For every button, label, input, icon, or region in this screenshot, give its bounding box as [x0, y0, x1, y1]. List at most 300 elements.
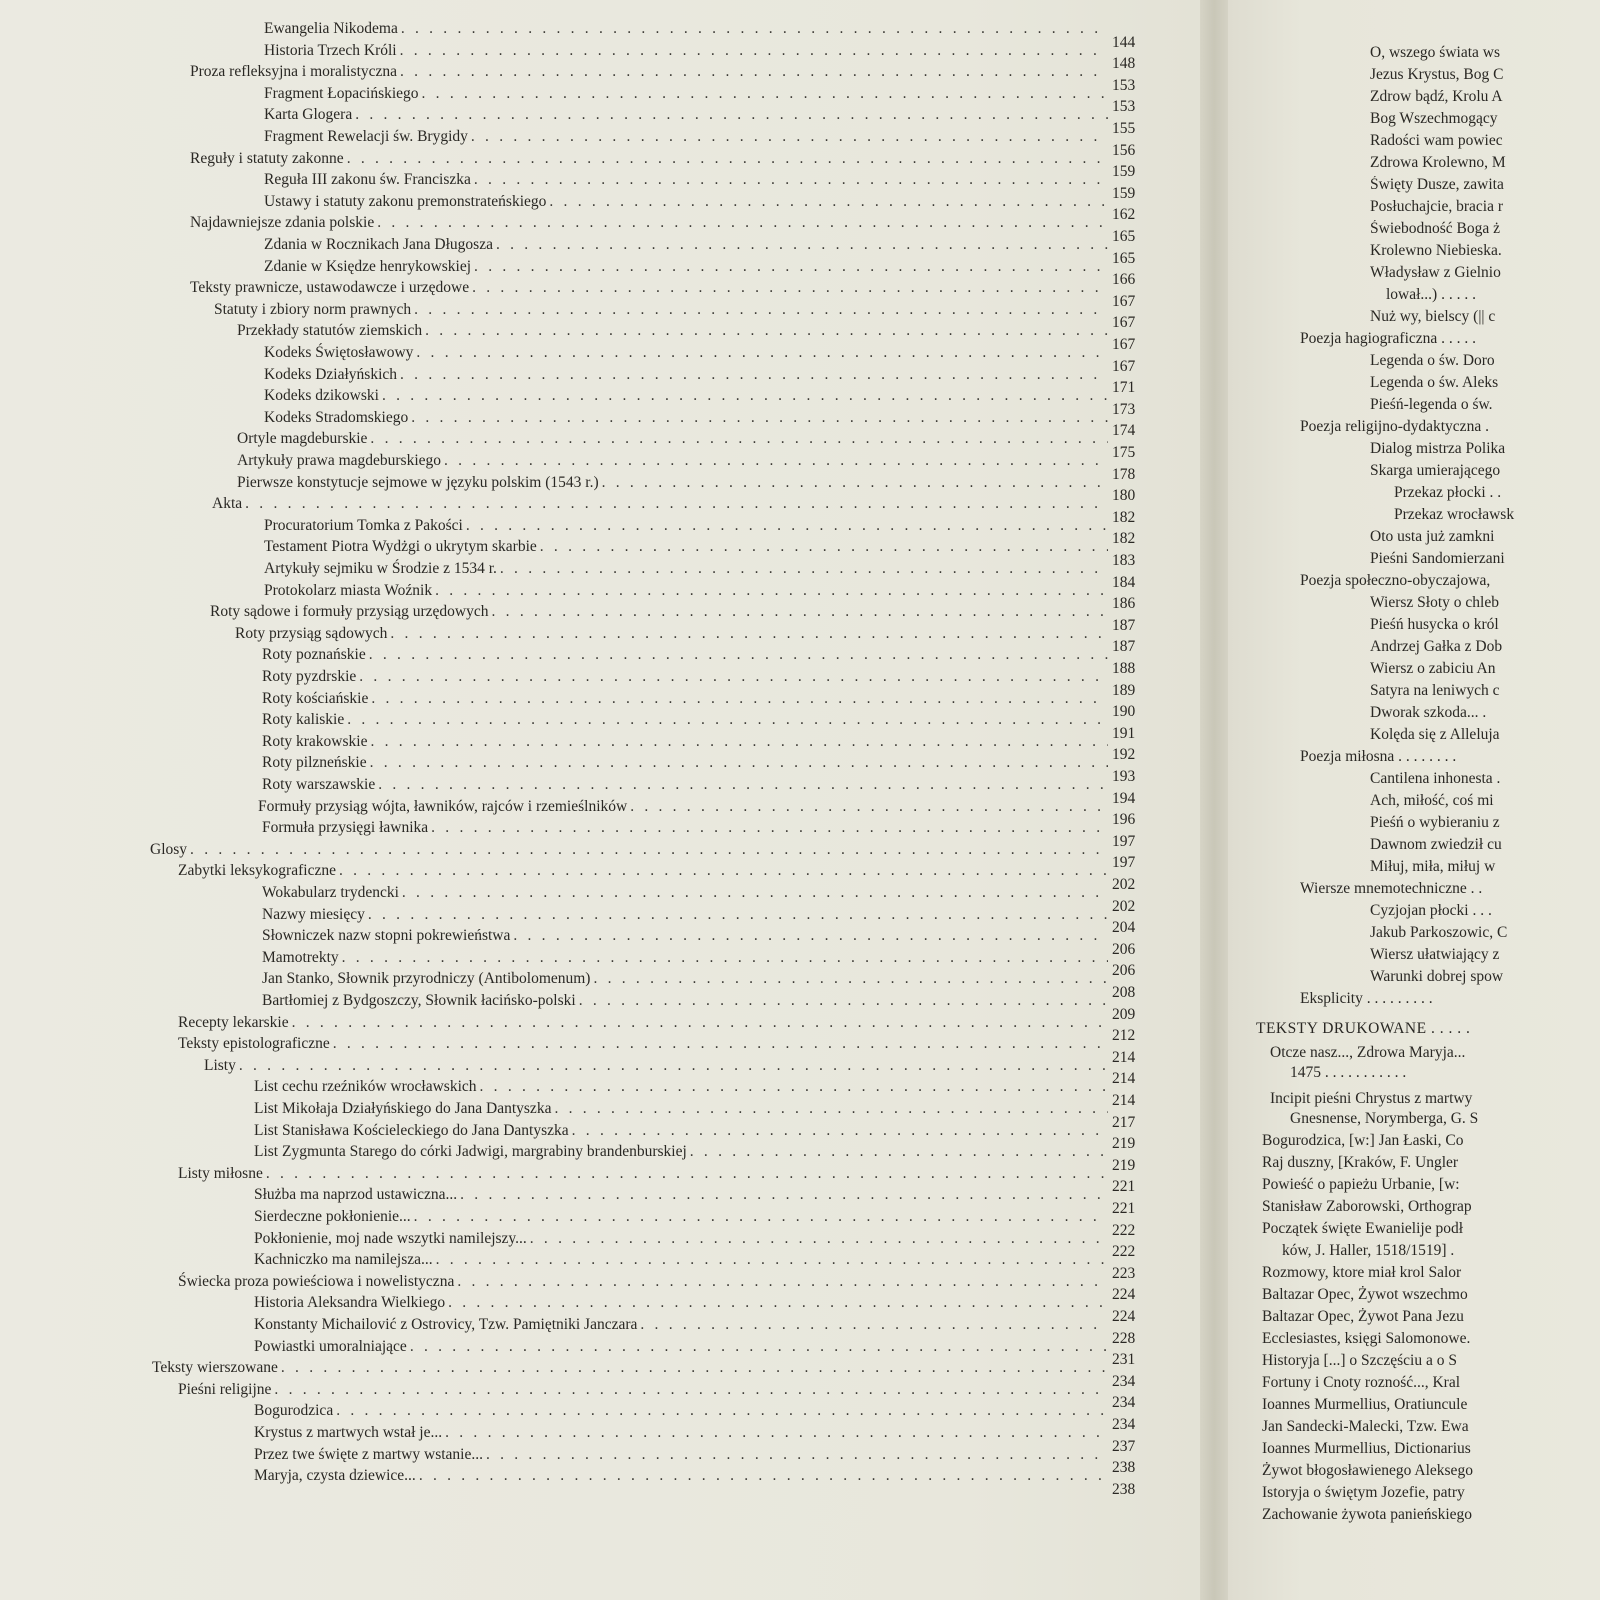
toc-entry-title: Akta — [212, 495, 243, 513]
dot-leader — [292, 1014, 1108, 1032]
toc-page-number: 166 — [1112, 271, 1136, 289]
toc-entry — [254, 1446, 1108, 1464]
toc-page-number: 223 — [1112, 1264, 1136, 1282]
toc-entry-title: Konstanty Michailović z Ostrovicy, Tzw. Pamiętniki Janczara — [254, 1316, 638, 1333]
dot-leader — [492, 603, 1108, 621]
toc-page-number: 214 — [1112, 1092, 1136, 1109]
toc-entry-partial: O, wszego świata ws — [1370, 44, 1501, 61]
dot-leader — [530, 1230, 1108, 1248]
dot-leader — [245, 495, 1108, 513]
toc-entry — [178, 1273, 1108, 1291]
toc-entry-title: Nazwy miesięcy — [262, 905, 365, 923]
toc-entry — [254, 1143, 1108, 1161]
toc-page-number: 196 — [1112, 811, 1136, 829]
toc-entry-partial: Pieśń husycka o król — [1370, 616, 1499, 633]
toc-entry — [237, 430, 1108, 448]
toc-page-number: 208 — [1112, 984, 1136, 1001]
toc-entry-partial: Ach, miłość, coś mi — [1370, 792, 1494, 809]
toc-entry-title: Krystus z martwych wstał je... — [254, 1424, 443, 1441]
toc-entry-title: Pokłonienie, moj nade wszytki namilejszy... — [254, 1229, 527, 1247]
toc-entry-title: Proza refleksyjna i moralistyczna — [190, 63, 398, 81]
dot-leader — [355, 106, 1108, 124]
dot-leader — [414, 301, 1108, 319]
toc-entry-title: Mamotrekty — [262, 948, 339, 966]
toc-entry-partial: Bog Wszechmogący — [1370, 110, 1498, 127]
toc-entry-partial: Poezja religijno-dydaktyczna . — [1300, 418, 1489, 435]
dot-leader — [370, 430, 1108, 448]
toc-entry-partial: Władysław z Gielnio — [1370, 264, 1501, 281]
toc-page-number: 212 — [1112, 1027, 1136, 1045]
dot-leader — [414, 1208, 1108, 1226]
toc-entry-partial: Poezja społeczno-obyczajowa, — [1300, 572, 1491, 589]
toc-entry-title: Roty krakowskie — [262, 732, 368, 750]
toc-entry-partial: lował...) . . . . . — [1386, 286, 1476, 303]
toc-entry — [264, 106, 1108, 124]
toc-page-number: 187 — [1112, 616, 1136, 634]
toc-page-number: 206 — [1112, 962, 1136, 980]
dot-leader — [579, 992, 1108, 1010]
toc-entry-partial: Przekaz płocki . . — [1394, 484, 1502, 501]
toc-entry-partial: Krolewno Niebieska. — [1370, 242, 1502, 259]
toc-entry-title: Ewangelia Nikodema — [264, 20, 398, 37]
toc-page-number: 222 — [1112, 1243, 1136, 1261]
dot-leader — [445, 1424, 1108, 1442]
dot-leader — [390, 625, 1108, 643]
toc-entry-title: Kodeks Świętosławowy — [264, 344, 414, 361]
toc-entry-partial: Poezja miłosna . . . . . . . . — [1300, 748, 1457, 765]
dot-leader — [378, 776, 1108, 794]
toc-entry-title: Artykuły sejmiku w Środzie z 1534 r. — [264, 560, 497, 577]
toc-entry-title: Kachniczko ma namilejsza... — [254, 1251, 433, 1269]
toc-page-number: 148 — [1112, 55, 1136, 73]
toc-entry — [264, 560, 1108, 578]
toc-entry-title: Przez twe święte z martwy wstanie... — [254, 1445, 483, 1463]
toc-page-number: 188 — [1112, 660, 1136, 677]
toc-page-number: 189 — [1112, 681, 1136, 699]
dot-leader — [400, 42, 1108, 60]
toc-page-number: 197 — [1112, 854, 1136, 872]
toc-entry — [262, 927, 1108, 945]
toc-entry — [264, 193, 1108, 211]
toc-entry-title: Statuty i zbiory norm prawnych — [214, 300, 412, 318]
dot-leader — [436, 1251, 1108, 1269]
toc-entry — [262, 970, 1108, 988]
toc-entry-title: Roty warszawskie — [262, 776, 376, 793]
toc-entry-partial: Pieśń-legenda o św. — [1370, 396, 1493, 413]
dot-leader — [419, 1467, 1108, 1485]
toc-page-number: 197 — [1112, 832, 1136, 850]
toc-entry-partial: Legenda o św. Aleks — [1370, 374, 1499, 391]
toc-entry-partial: Bogurodzica, [w:] Jan Łaski, Co — [1262, 1132, 1464, 1149]
toc-entry-partial: Zdrow bądź, Krolu A — [1370, 88, 1503, 105]
toc-entry-partial: Baltazar Opec, Żywot Pana Jezu — [1262, 1308, 1464, 1325]
toc-page-number: 231 — [1112, 1351, 1136, 1369]
dot-leader — [690, 1143, 1108, 1161]
toc-entry-title: Historia Trzech Króli — [264, 41, 397, 59]
toc-page-number: 173 — [1112, 400, 1136, 418]
toc-entry — [178, 1035, 1108, 1053]
toc-entry — [264, 344, 1108, 362]
toc-entry — [254, 1316, 1108, 1334]
toc-entry-partial: Wiersz Słoty o chleb — [1370, 594, 1499, 611]
toc-entry-title: Reguła III zakonu św. Franciszka — [264, 171, 471, 189]
toc-entry — [264, 582, 1108, 600]
toc-page-number: 183 — [1112, 552, 1136, 569]
toc-entry-title: Kodeks Stradomskiego — [264, 408, 409, 426]
dot-leader — [347, 711, 1108, 729]
toc-entry-title: Roty kościańskie — [262, 689, 369, 707]
toc-entry-title: Recepty lekarskie — [178, 1013, 289, 1031]
toc-entry-title: Listy miłosne — [178, 1164, 263, 1182]
toc-entry — [150, 841, 1108, 859]
dot-leader — [371, 690, 1108, 708]
toc-entry-title: Zdania w Rocznikach Jana Długosza — [264, 236, 493, 253]
toc-entry — [262, 711, 1108, 729]
toc-page-number: 191 — [1112, 724, 1136, 742]
dot-leader — [377, 214, 1108, 232]
toc-entry-partial: Gnesnense, Norymberga, G. S — [1290, 1110, 1479, 1127]
dot-leader — [339, 862, 1108, 880]
dot-leader — [401, 20, 1108, 38]
dot-leader — [435, 582, 1108, 600]
toc-page-number: 209 — [1112, 1005, 1136, 1023]
toc-entry-title: Pierwsze konstytucje sejmowe w języku polskim (1543 r.) — [237, 473, 599, 491]
toc-entry — [178, 1014, 1108, 1032]
toc-entry-partial: Dawnom zwiedził cu — [1370, 836, 1502, 853]
dot-leader — [640, 1316, 1108, 1334]
dot-leader — [402, 884, 1108, 902]
toc-entry-title: Roty sądowe i formuły przysiąg urzędowych — [210, 603, 489, 621]
toc-entry — [190, 279, 1108, 297]
toc-entry-title: Fragment Łopacińskiego — [264, 84, 419, 102]
toc-entry — [262, 906, 1108, 924]
dot-leader — [513, 927, 1108, 945]
toc-entry — [264, 538, 1108, 556]
toc-entry-title: Bogurodzica — [254, 1402, 334, 1420]
dot-leader — [554, 1100, 1108, 1118]
toc-entry — [264, 236, 1108, 254]
toc-entry-partial: Baltazar Opec, Żywot wszechmo — [1262, 1286, 1468, 1303]
toc-entry — [264, 42, 1108, 60]
toc-entry-partial: Żywot błogosławienego Aleksego — [1262, 1462, 1473, 1479]
dot-leader — [274, 1381, 1108, 1399]
dot-leader — [333, 1035, 1108, 1053]
toc-entry-partial: Jezus Krystus, Bog C — [1370, 66, 1504, 83]
toc-entry-title: Jan Stanko, Słownik przyrodniczy (Antibolomenum) — [262, 970, 591, 988]
toc-page-number: 224 — [1112, 1286, 1136, 1304]
toc-page-number: 182 — [1112, 530, 1136, 548]
toc-entry — [264, 128, 1108, 146]
toc-entry — [178, 1165, 1108, 1183]
toc-page-number: 206 — [1112, 940, 1136, 958]
toc-entry — [264, 366, 1108, 384]
toc-entry-title: Karta Glogera — [264, 106, 353, 124]
toc-page-number: 194 — [1112, 789, 1136, 807]
toc-entry-partial: Pieśń o wybieraniu z — [1370, 814, 1500, 831]
toc-entry-partial: ków, J. Haller, 1518/1519] . — [1282, 1242, 1455, 1259]
toc-entry-partial: Ioannes Murmellius, Dictionarius — [1262, 1440, 1471, 1457]
toc-entry-title: Bartłomiej z Bydgoszczy, Słownik łacińsko-polski — [262, 992, 576, 1009]
toc-page-number: 175 — [1112, 444, 1136, 461]
toc-page-number: 192 — [1112, 746, 1136, 764]
toc-entry-partial: Fortuny i Cnoty rozność..., Kral — [1262, 1374, 1461, 1391]
toc-entry-title: Protokolarz miasta Woźnik — [264, 581, 433, 599]
dot-leader — [472, 279, 1108, 297]
toc-entry-partial: Istoryja o świętym Jozefie, patry — [1262, 1484, 1465, 1501]
toc-page-number: 234 — [1112, 1416, 1136, 1433]
toc-entry — [190, 63, 1108, 81]
dot-leader — [471, 128, 1108, 146]
toc-page-number: 162 — [1112, 206, 1136, 224]
dot-leader — [369, 646, 1108, 664]
toc-entry — [237, 474, 1108, 492]
toc-entry — [258, 798, 1108, 816]
toc-page-number: 156 — [1112, 141, 1136, 159]
toc-entry-partial: Legenda o św. Doro — [1370, 352, 1495, 369]
dot-leader — [425, 322, 1108, 340]
toc-entry-title: Teksty prawnicze, ustawodawcze i urzędowe — [190, 279, 470, 297]
toc-entry-partial: Pieśni Sandomierzani — [1370, 550, 1505, 567]
dot-leader — [359, 668, 1108, 686]
toc-entry-title: Ustawy i statuty zakonu premonstrateńskiego — [264, 192, 547, 210]
toc-page-number: 187 — [1112, 638, 1136, 656]
toc-entry — [214, 301, 1108, 319]
toc-entry-title: Testament Piotra Wydżgi o ukrytym skarbie — [264, 538, 537, 556]
toc-page-number: 234 — [1112, 1372, 1136, 1390]
toc-entry — [254, 1208, 1108, 1226]
toc-entry — [264, 20, 1108, 38]
toc-entry-title: Przekłady statutów ziemskich — [237, 322, 423, 340]
toc-entry-title: List Mikołaja Działyńskiego do Jana Dantyszka — [254, 1100, 552, 1117]
toc-page-number: 174 — [1112, 422, 1136, 440]
toc-entry — [262, 819, 1108, 837]
dot-leader — [190, 841, 1108, 859]
toc-entry-partial: Raj duszny, [Kraków, F. Ungler — [1262, 1154, 1459, 1171]
toc-page-number: 167 — [1112, 357, 1136, 375]
toc-page-number: 165 — [1112, 228, 1136, 245]
dot-leader — [448, 1294, 1108, 1312]
toc-entry-title: List cechu rzeźników wrocławskich — [254, 1078, 477, 1096]
toc-entry — [264, 387, 1108, 405]
toc-entry — [254, 1186, 1108, 1204]
toc-entry-partial: Posłuchajcie, bracia r — [1370, 198, 1503, 215]
toc-page-number: 186 — [1112, 595, 1136, 613]
dot-leader — [342, 949, 1108, 967]
toc-page-number: 182 — [1112, 508, 1136, 526]
toc-entry-partial: Dialog mistrza Polika — [1370, 440, 1506, 457]
toc-entry-partial: Stanisław Zaborowski, Orthograp — [1262, 1198, 1472, 1215]
dot-leader — [474, 171, 1108, 189]
dot-leader — [347, 150, 1108, 168]
toc-entry-partial: Ecclesiastes, księgi Salomonowe. — [1262, 1330, 1471, 1347]
toc-page-number: 184 — [1112, 573, 1136, 591]
toc-entry — [210, 603, 1108, 621]
dot-leader — [400, 366, 1108, 384]
toc-entry-partial: Święty Dusze, zawita — [1370, 176, 1504, 193]
toc-entry-title: Procuratorium Tomka z Pakości — [264, 516, 463, 534]
toc-page-number: 167 — [1112, 336, 1136, 353]
toc-entry-partial: Satyra na leniwych c — [1370, 682, 1500, 699]
toc-entry-title: Służba ma naprzod ustawiczna... — [254, 1186, 458, 1204]
toc-entry — [264, 517, 1108, 535]
toc-entry — [204, 1057, 1108, 1075]
toc-entry-title: Formuła przysięgi ławnika — [262, 819, 429, 837]
toc-page-number: 237 — [1112, 1437, 1136, 1455]
toc-entry-partial: Jan Sandecki-Malecki, Tzw. Ewa — [1262, 1418, 1469, 1435]
toc-entry-title: Teksty epistolograficzne — [178, 1035, 330, 1053]
dot-leader — [336, 1402, 1108, 1420]
toc-page-number: 238 — [1112, 1459, 1136, 1477]
toc-page-number: 180 — [1112, 487, 1136, 505]
toc-page-number: 167 — [1112, 292, 1136, 310]
dot-leader — [572, 1122, 1108, 1140]
toc-entry — [262, 884, 1108, 902]
toc-entry-partial: Kolęda się z Alleluja — [1370, 726, 1500, 743]
toc-entry — [254, 1294, 1108, 1312]
toc-entry-title: Roty kaliskie — [262, 711, 345, 729]
toc-entry — [264, 171, 1108, 189]
toc-entry-title: Fragment Rewelacji św. Brygidy — [264, 128, 468, 145]
toc-entry-partial: Nuż wy, bielscy (|| c — [1370, 308, 1496, 325]
toc-entry — [254, 1078, 1108, 1096]
toc-entry — [262, 754, 1108, 772]
dot-leader — [266, 1165, 1108, 1183]
toc-entry-partial: Powieść o papieżu Urbanie, [w: — [1262, 1176, 1460, 1193]
toc-entry-partial: Radości wam powiec — [1370, 132, 1503, 149]
toc-entry — [262, 992, 1108, 1010]
toc-entry — [262, 668, 1108, 686]
toc-entry-partial: Oto usta już zamkni — [1370, 528, 1495, 545]
toc-entry-title: List Zygmunta Starego do córki Jadwigi, margrabiny brandenburskiej — [254, 1143, 687, 1161]
toc-entry-partial: Cantilena inhonesta . — [1370, 770, 1501, 787]
toc-entry — [152, 1359, 1108, 1377]
toc-entry-title: Roty pyzdrskie — [262, 668, 357, 685]
toc-entry-partial: Rozmowy, ktore miał krol Salor — [1262, 1264, 1462, 1281]
toc-entry-partial: Miłuj, miła, miłuj w — [1370, 858, 1496, 875]
dot-leader — [466, 517, 1108, 535]
toc-entry-title: Artykuły prawa magdeburskiego — [237, 452, 442, 469]
dot-leader — [370, 733, 1108, 751]
dot-leader — [540, 538, 1108, 556]
toc-entry-title: Listy — [204, 1056, 236, 1074]
toc-entry-title: Maryja, czysta dziewice... — [254, 1467, 416, 1485]
dot-leader — [239, 1057, 1108, 1075]
toc-entry-title: Teksty wierszowane — [152, 1359, 278, 1377]
toc-entry-partial: Incipit pieśni Chrystus z martwy — [1270, 1090, 1473, 1107]
toc-entry-title: Najdawniejsze zdania polskie — [190, 214, 375, 232]
toc-entry — [212, 495, 1108, 513]
dot-leader — [368, 906, 1108, 924]
toc-entry-title: Roty pilzneńskie — [262, 754, 367, 772]
toc-entry-partial: Wiersz o zabiciu An — [1370, 660, 1496, 677]
toc-page-number: 224 — [1112, 1308, 1136, 1325]
toc-page-number: 144 — [1112, 33, 1136, 51]
toc-entry — [254, 1122, 1108, 1140]
dot-leader — [411, 409, 1108, 427]
toc-page-number: 165 — [1112, 249, 1136, 267]
toc-entry-partial: Ioannes Murmellius, Oratiuncule — [1262, 1396, 1468, 1413]
toc-entry-title: Zabytki leksykograficzne — [178, 862, 336, 880]
toc-entry — [264, 258, 1108, 276]
toc-page-number: 204 — [1112, 919, 1136, 937]
dot-leader — [431, 819, 1108, 837]
toc-entry-title: Zdanie w Księdze henrykowskiej — [264, 257, 472, 275]
toc-page-number: 219 — [1112, 1135, 1136, 1153]
toc-page-number: 214 — [1112, 1070, 1136, 1088]
toc-entry-title: Pieśni religijne — [178, 1380, 272, 1398]
dot-leader — [382, 387, 1108, 405]
toc-page-number: 217 — [1112, 1113, 1136, 1131]
toc-page-number: 228 — [1112, 1329, 1136, 1347]
toc-entry-title: Słowniczek nazw stopni pokrewieństwa — [262, 927, 511, 945]
toc-page-number: 153 — [1112, 98, 1136, 116]
dot-leader — [500, 560, 1108, 578]
toc-entry — [190, 150, 1108, 168]
dot-leader — [460, 1186, 1108, 1204]
toc-entry — [190, 214, 1108, 232]
dot-leader — [480, 1078, 1108, 1096]
toc-entry-partial: Jakub Parkoszowic, C — [1370, 924, 1508, 941]
toc-entry-partial: Świebodność Boga ż — [1370, 220, 1501, 237]
toc-entry-title: Historia Aleksandra Wielkiego — [254, 1294, 446, 1312]
toc-page-number: 167 — [1112, 314, 1136, 332]
dot-leader — [593, 970, 1108, 988]
dot-leader — [410, 1338, 1108, 1356]
dot-leader — [281, 1359, 1108, 1377]
toc-entry-partial: Początek święte Ewanielije podł — [1262, 1220, 1464, 1237]
toc-entry — [262, 776, 1108, 794]
dot-leader — [486, 1446, 1108, 1464]
toc-entry-partial: Zachowanie żywota panieńskiego — [1262, 1506, 1473, 1523]
toc-page-number: 202 — [1112, 897, 1136, 915]
toc-entry — [254, 1467, 1108, 1485]
toc-page-number: 214 — [1112, 1048, 1136, 1066]
toc-entry — [262, 690, 1108, 708]
toc-page-number: 202 — [1112, 876, 1136, 893]
toc-entry — [237, 452, 1108, 470]
toc-entry-partial: Przekaz wrocławsk — [1394, 506, 1515, 523]
toc-entry-partial: Otcze nasz..., Zdrowa Maryja... — [1270, 1044, 1466, 1061]
toc-page-number: 221 — [1112, 1178, 1136, 1196]
toc-entry — [237, 322, 1108, 340]
toc-entry — [254, 1424, 1108, 1442]
dot-leader — [474, 258, 1108, 276]
toc-entry-title: Świecka proza powieściowa i nowelistyczna — [178, 1272, 455, 1290]
toc-entry-partial: Poezja hagiograficzna . . . . . — [1300, 330, 1477, 347]
dot-leader — [496, 236, 1108, 254]
toc-entry-title: List Stanisława Kościeleckiego do Jana Dantyszka — [254, 1121, 569, 1139]
toc-page-number: 193 — [1112, 768, 1136, 785]
toc-entry — [178, 1381, 1108, 1399]
toc-entry — [235, 625, 1108, 643]
dot-leader — [400, 63, 1108, 81]
toc-entry-title: Glosy — [150, 840, 188, 858]
dot-leader — [416, 344, 1108, 362]
toc-entry — [178, 862, 1108, 880]
toc-entry — [254, 1100, 1108, 1118]
toc-entry — [254, 1338, 1108, 1356]
toc-entry-partial: Wiersze mnemotechniczne . . — [1300, 880, 1483, 897]
toc-entry-title: Roty poznańskie — [262, 646, 366, 664]
book-gutter — [1200, 0, 1228, 1600]
toc-entry — [264, 409, 1108, 427]
toc-entry-title: Ortyle magdeburskie — [237, 430, 368, 448]
toc-page-number: 178 — [1112, 465, 1136, 483]
toc-entry-title: Formuły przysiąg wójta, ławników, rajców i rzemieślników — [258, 797, 628, 815]
toc-entry — [264, 85, 1108, 103]
dot-leader — [444, 452, 1108, 470]
dot-leader — [630, 798, 1108, 816]
